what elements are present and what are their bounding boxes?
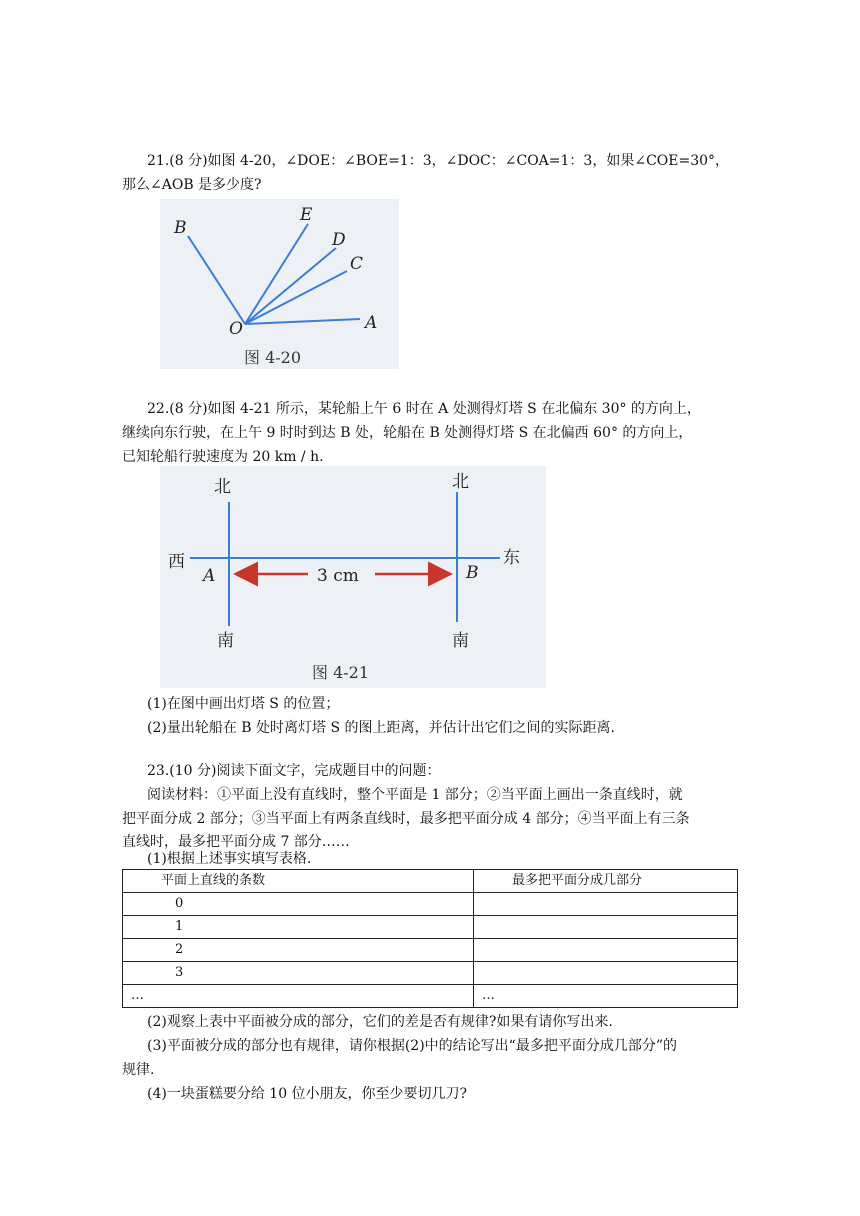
table-row	[123, 939, 738, 962]
q23-sub-1: (1)根据上述事实填写表格.	[147, 851, 312, 867]
ray-OC	[245, 271, 347, 324]
table-cell-parts[interactable]	[474, 893, 738, 916]
ray-OE	[245, 224, 308, 324]
q22-sub-1: (1)在图中画出灯塔 S 的位置；	[147, 696, 340, 712]
label-O: O	[229, 319, 243, 339]
label-E: E	[300, 205, 313, 225]
label-south-left: 南	[217, 631, 234, 651]
label-A-point: A	[203, 566, 216, 586]
q22-text-line-3: 已知轮船行驶速度为 20 km / h.	[122, 449, 324, 465]
table-cell-lines: 3	[123, 962, 474, 985]
table-header-parts: 最多把平面分成几部分	[474, 870, 738, 893]
figure-4-20-caption: 图 4-20	[244, 348, 302, 367]
q23-text-line-4: 直线时，最多把平面分成 7 部分……	[122, 834, 350, 850]
q21-text-line-2: 那么∠AOB 是多少度?	[122, 177, 262, 193]
table-row	[123, 916, 738, 939]
table-cell-lines: 2	[123, 939, 474, 962]
table-cell-lines: 0	[123, 893, 474, 916]
figure-4-20	[160, 199, 399, 369]
table-cell-parts[interactable]	[474, 939, 738, 962]
table-header-lines: 平面上直线的条数	[123, 870, 474, 893]
table-cell-lines: 1	[123, 916, 474, 939]
q23-text-line-1: 23.(10 分)阅读下面文字，完成题目中的问题：	[147, 763, 441, 779]
label-south-right: 南	[452, 631, 469, 651]
table-header-row	[123, 870, 738, 893]
label-C: C	[350, 254, 364, 274]
lines-planes-table	[122, 869, 738, 1008]
figure-4-20-diagram	[160, 199, 399, 369]
figure-4-21-caption: 图 4-21	[312, 663, 370, 682]
label-north-right: 北	[452, 472, 469, 492]
q23-text-line-3: 把平面分成 2 部分；③当平面上有两条直线时，最多把平面分成 4 部分；④当平面上有三条	[122, 811, 690, 827]
label-west: 西	[168, 552, 185, 572]
q23-text-line-2: 阅读材料：①平面上没有直线时，整个平面是 1 部分；②当平面上画出一条直线时，就	[147, 787, 683, 803]
table-cell-parts[interactable]	[474, 916, 738, 939]
q22-text-line-2: 继续向东行驶，在上午 9 时时到达 B 处，轮船在 B 处测得灯塔 S 在北偏西 60° 的方向上，	[122, 425, 693, 441]
table-row	[123, 962, 738, 985]
table-row	[123, 893, 738, 916]
label-distance: 3 cm	[317, 566, 359, 586]
table-cell-parts[interactable]	[474, 962, 738, 985]
q23-sub-4: (4)一块蛋糕要分给 10 位小朋友，你至少要切几刀?	[147, 1086, 468, 1102]
figure-4-21-diagram	[160, 466, 546, 688]
label-A: A	[365, 313, 378, 333]
label-B: B	[174, 218, 187, 238]
label-D: D	[332, 230, 346, 250]
table-row	[123, 985, 738, 1008]
q23-sub-2: (2)观察上表中平面被分成的部分，它们的差是否有规律?如果有请你写出来.	[147, 1014, 613, 1030]
q22-text-line-1: 22.(8 分)如图 4-21 所示，某轮船上午 6 时在 A 处测得灯塔 S 在北偏东 30° 的方向上，	[147, 401, 701, 417]
table-cell-parts: …	[474, 985, 738, 1008]
figure-4-21	[160, 466, 546, 688]
q22-sub-2: (2)量出轮船在 B 处时离灯塔 S 的图上距离，并估计出它们之间的实际距离.	[147, 720, 615, 736]
q23-sub-3-line-2: 规律.	[122, 1062, 155, 1078]
table-cell-lines: …	[123, 985, 474, 1008]
ray-OA	[245, 319, 360, 324]
ray-OD	[245, 248, 336, 324]
q23-sub-3-line-1: (3)平面被分成的部分也有规律，请你根据(2)中的结论写出“最多把平面分成几部分”的	[147, 1038, 677, 1054]
label-north-left: 北	[214, 477, 231, 497]
ray-OB	[188, 236, 245, 324]
label-B-point: B	[466, 563, 479, 583]
q21-text-line-1: 21.(8 分)如图 4-20，∠DOE：∠BOE=1：3，∠DOC：∠COA=1：3，如果∠COE=30°，	[147, 153, 730, 169]
label-east: 东	[503, 548, 520, 568]
